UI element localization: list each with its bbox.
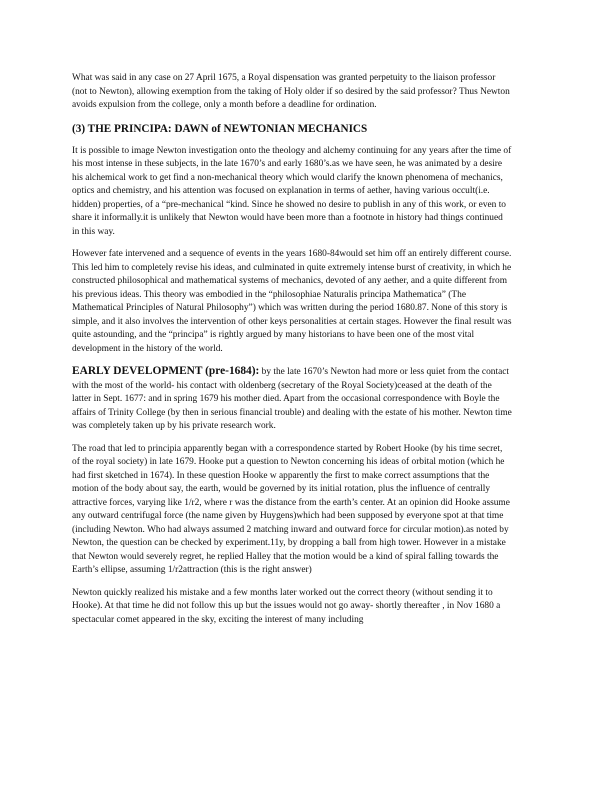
paragraph-early-development — [72, 365, 512, 434]
early-development-text: by the late 1670’s Newton had more or less quiet from the contact with the most of the world- his contact with oldenberg (secretary of the Royal Society)ceased at the death of the latter in Sept. 1677: and in spring 1679 his mother died. Apart from the occasional correspondence with Boyle the affairs of Trinity College (by then in serious financial trouble) and dealing with the estate of his mother. Newton time was completely taken up by his private research work. — [72, 367, 512, 431]
section-heading-principa: (3) THE PRINCIPA: DAWN of NEWTONIAN MECHANICS — [72, 122, 368, 135]
early-development-heading: EARLY DEVELOPMENT (pre-1684): — [72, 365, 260, 377]
document-page — [72, 72, 512, 636]
paragraph-dispensation: What was said in any case on 27 April 1675, a Royal dispensation was granted perpetuity to the liaison professor (not to Newton), allowing exemption from the taking of Holy older if so desired by the said professor? Thus Newton avoids expulsion from the college, only a month before a deadline for ordination. — [72, 73, 510, 110]
paragraph-hooke-correspondence: The road that led to principia apparently began with a correspondence started by Robert Hooke (by his time secret, of the royal society) in late 1679. Hooke put a question to Newton concerning his ideas of orbital motion (which he had first sketched in 1674). In these question Hooke w apparently the first to make correct assumptions that the motion of the body about say, the earth, would be governed by its initial rotation, plus the influence of centrally attractive forces, varying like 1/r2, where r was the distance from the earth’s center. At an opinion did Hooke assume any outward centrifugal force (the name given by Huygens)which had been supposed by everyone spot at that time (including Newton. Who had always assumed 2 matching inward and outward force for circular motion).as noted by Newton, the question can be checked by experiment.11y, by dropping a ball from high tower. However in a mistake that Newton would severely regret, he replied Halley that the motion would be a kind of spiral falling towards the Earth’s ellipse, assuming 1/r2attraction (this is the right answer) — [72, 443, 510, 575]
paragraph-newton-realized: Newton quickly realized his mistake and a few months later worked out the correct theory (without sending it to Hooke). At that time he did not follow this up but the issues would not go away- shortly thereafter , in Nov 1680 a spectacular comet appeared in the sky, exciting the interest of many including — [72, 587, 501, 625]
paragraph-theology-alchemy: It is possible to image Newton investigation onto the theology and alchemy continuing for any years after the time of his most intense in these subjects, in the late 1670’s and early 1680’s.as we have seen, he was animated by a desire his alchemical work to get find a non-mechanical theory which would clarify the known phenomena of mechanics, optics and chemistry, and his attention was focused on explanation in terms of aether, having various occult(i.e. hidden) properties, of a “pre-mechanical “kind. Since he showed no desire to publish in any of this work, or even to share it informally.it is unlikely that Newton would have been more than a footnote in history had things continued in this way. — [72, 145, 512, 237]
paragraph-fate-intervened: However fate intervened and a sequence of events in the years 1680-84would set him off an entirely different course. This led him to completely revise his ideas, and culminated in quite extremely intense burst of creativity, in which he constructed philosophical and mathematical systems of mechanics, devoted of any aether, and a quite different from his previous ideas. This theory was embodied in the “philosophiae Naturalis principa Mathematica” (The Mathematical Principles of Natural Philosophy”) which was written during the period 1680.87. None of this story is simple, and it also involves the intervention of other keys personalities at certain stages. However the final result was quite astounding, and the “principa” is rightly argued by many historians to have been one of the most vital development in the history of the world. — [72, 249, 512, 354]
